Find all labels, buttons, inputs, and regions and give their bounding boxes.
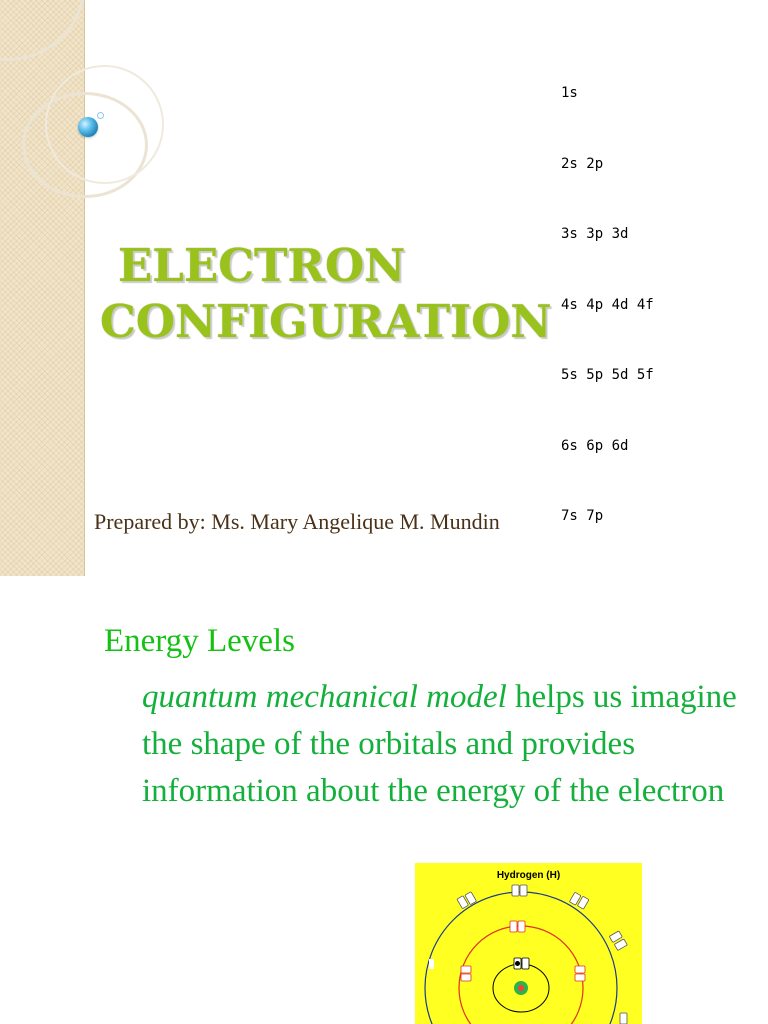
energy-levels-slide [0, 576, 768, 1024]
diagram-title: Hydrogen (H) [496, 870, 561, 881]
slot-mark [429, 959, 434, 969]
middle-shell [459, 926, 583, 1024]
author-credit: Prepared by: Ms. Mary Angelique M. Mundin [94, 509, 500, 534]
hydrogen-atom-diagram [415, 863, 642, 1024]
slide-body-text [142, 674, 742, 815]
orbital-line: 2s 2p [561, 155, 604, 172]
orbital-line: 7s 7p [561, 508, 604, 524]
electron [515, 961, 520, 966]
orbital-box-overlap [475, 246, 535, 294]
orbital-line: 5s 5p 5d 5f [561, 367, 654, 383]
orbital-line: 3s 3p 3d [561, 226, 629, 242]
slide-title [100, 238, 700, 350]
body-text: helps us imagine the shape of the orbitals and provides information about the energy of the electron [142, 679, 737, 809]
title-line-1: ELECTRON [118, 239, 406, 292]
middle-slots [461, 921, 585, 981]
orbital-line: 1s [561, 85, 578, 101]
slide-heading: Energy Levels [104, 623, 295, 659]
inner-slot [514, 958, 529, 969]
decorative-ring [45, 65, 164, 184]
small-circle-icon [97, 112, 104, 119]
nucleus-core [518, 985, 524, 991]
orbital-line: 6s 6p 6d [561, 437, 629, 454]
orbital-line: 4s 4p 4d 4f [561, 296, 654, 313]
emphasis-text: quantum mechanical model [142, 679, 507, 715]
blue-sphere-icon [78, 117, 98, 137]
atom-svg [415, 863, 642, 1024]
title-line-2: CONFIGURATION [100, 295, 552, 348]
